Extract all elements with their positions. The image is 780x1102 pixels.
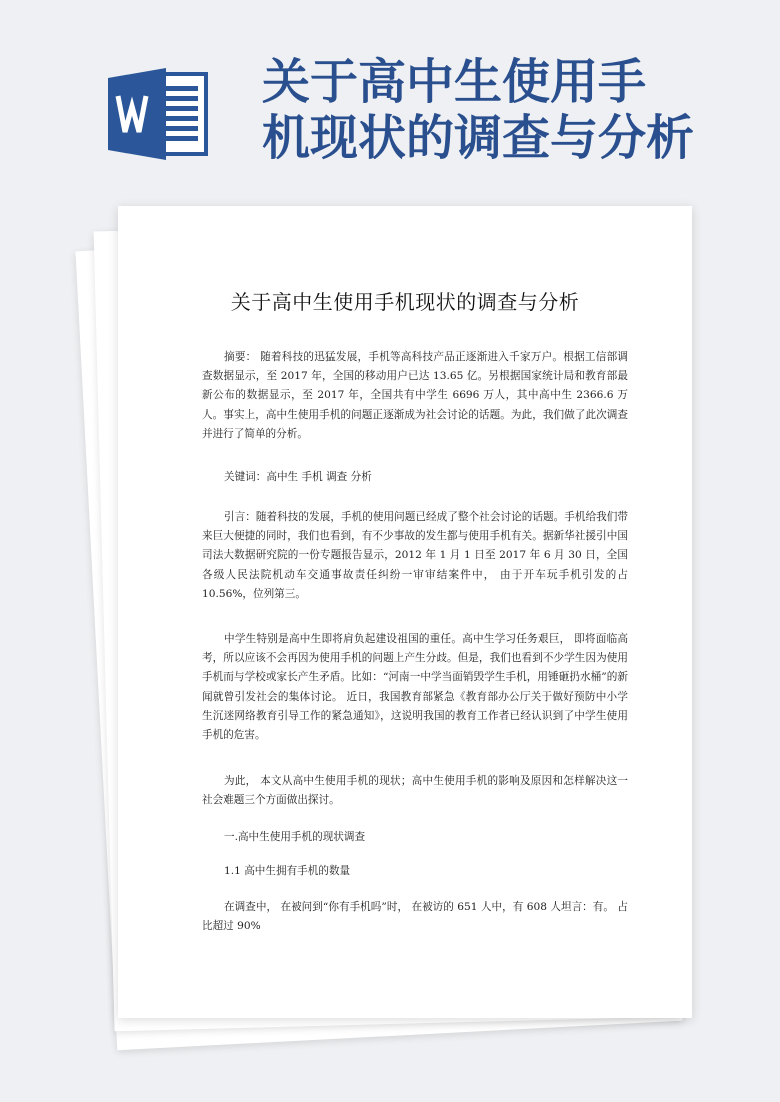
banner-title-line-2: 机现状的调查与分析 — [262, 110, 695, 166]
section-heading: 一.高中生使用手机的现状调查 — [224, 831, 366, 843]
abstract-paragraph: 摘要： 随着科技的迅猛发展，手机等高科技产品正逐渐进入千家万户。根据工信部调查数据显示，至 2017 年，全国的移动用户已达 13.65 亿。另根据国家统计局和教育部最新公布的数据显示，至 2017 年，全国共有中学生 6696 万人，其中高中生 2366.6 万人。事实上，高中生使用手机的问题正逐渐成为社会讨论的话题。为此，我们做了此次调查并进行了简单的分析。 — [202, 351, 628, 440]
body-paragraph: 在调查中， 在被问到“你有手机吗”时， 在被访的 651 人中，有 608 人坦言：有。 占比超过 90% — [202, 901, 628, 933]
keywords-line: 关键词：高中生 手机 调查 分析 — [224, 471, 372, 483]
banner — [0, 0, 780, 200]
document-title: 关于高中生使用手机现状的调查与分析 — [230, 290, 580, 314]
word-document-icon — [108, 66, 212, 162]
banner-title-line-1: 关于高中生使用手 — [262, 54, 647, 110]
introduction-paragraph: 引言：随着科技的发展，手机的使用问题已经成了整个社会讨论的话题。手机给我们带来巨大便捷的同时，我们也看到，有不少事故的发生都与使用手机有关。据新华社援引中国司法大数据研究院的一份专题报告显示，2012 年 1 月 1 日至 2017 年 6 月 30 日，全国各级人民法院机动车交通事故责任纠纷一审审结案件中， 由于开车玩手机引发的占 10.56%，位列第三。 — [202, 511, 628, 600]
body-paragraph: 为此， 本文从高中生使用手机的现状；高中生使用手机的影响及原因和怎样解决这一社会难题三个方面做出探讨。 — [202, 775, 628, 807]
document-page — [118, 206, 692, 1018]
banner-title — [262, 54, 762, 166]
subsection-heading: 1.1 高中生拥有手机的数量 — [224, 865, 351, 877]
body-paragraph: 中学生特别是高中生即将肩负起建设祖国的重任。高中生学习任务艰巨， 即将面临高考，所以应该不会再因为使用手机的问题上产生分歧。但是，我们也看到不少学生因为使用手机而与学校或家长产生矛盾。比如：“河南一中学当面销毁学生手机，用锤砸扔水桶”的新闻就曾引发社会的集体讨论。 近日，我国教育部紧急《教育部办公厅关于做好预防中小学生沉迷网络教育引导工作的紧急通知》，这说明我国的教育工作者已经认识到了中学生使用手机的危害。 — [202, 633, 628, 742]
